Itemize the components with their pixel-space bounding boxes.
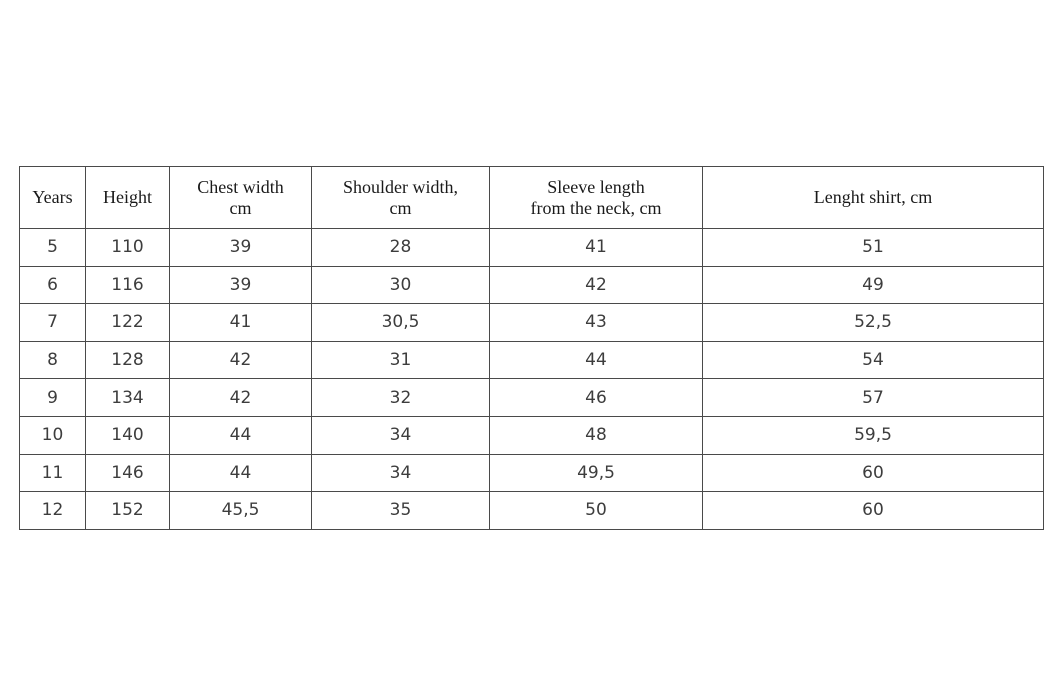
- cell-shirt-length: 60: [703, 492, 1044, 530]
- cell-height: 128: [86, 341, 170, 379]
- table-row: [20, 341, 1044, 379]
- cell-height: 146: [86, 454, 170, 492]
- cell-chest-width: 44: [170, 454, 312, 492]
- cell-years: 10: [20, 416, 86, 454]
- cell-shoulder-width: 32: [312, 379, 490, 417]
- cell-shoulder-width: 30: [312, 266, 490, 304]
- table-row: [20, 266, 1044, 304]
- table-row: [20, 416, 1044, 454]
- header-sleeve-length: Sleeve length from the neck, cm: [490, 167, 703, 229]
- cell-shirt-length: 57: [703, 379, 1044, 417]
- cell-years: 5: [20, 229, 86, 267]
- cell-shoulder-width: 34: [312, 416, 490, 454]
- table-row: [20, 492, 1044, 530]
- cell-height: 122: [86, 304, 170, 342]
- cell-sleeve-length: 42: [490, 266, 703, 304]
- cell-chest-width: 44: [170, 416, 312, 454]
- cell-shoulder-width: 31: [312, 341, 490, 379]
- cell-chest-width: 39: [170, 266, 312, 304]
- cell-height: 134: [86, 379, 170, 417]
- cell-sleeve-length: 48: [490, 416, 703, 454]
- cell-chest-width: 39: [170, 229, 312, 267]
- cell-height: 110: [86, 229, 170, 267]
- cell-years: 7: [20, 304, 86, 342]
- cell-shoulder-width: 34: [312, 454, 490, 492]
- cell-sleeve-length: 49,5: [490, 454, 703, 492]
- cell-shoulder-width: 28: [312, 229, 490, 267]
- cell-shoulder-width: 35: [312, 492, 490, 530]
- table-row: [20, 304, 1044, 342]
- cell-shirt-length: 54: [703, 341, 1044, 379]
- cell-height: 116: [86, 266, 170, 304]
- header-row: [20, 167, 1044, 229]
- cell-chest-width: 42: [170, 341, 312, 379]
- cell-sleeve-length: 43: [490, 304, 703, 342]
- cell-shoulder-width: 30,5: [312, 304, 490, 342]
- table-row: [20, 229, 1044, 267]
- cell-shirt-length: 51: [703, 229, 1044, 267]
- cell-sleeve-length: 50: [490, 492, 703, 530]
- cell-chest-width: 41: [170, 304, 312, 342]
- cell-shirt-length: 52,5: [703, 304, 1044, 342]
- header-height: Height: [86, 167, 170, 229]
- cell-years: 12: [20, 492, 86, 530]
- header-shirt-length: Lenght shirt, cm: [703, 167, 1044, 229]
- cell-years: 8: [20, 341, 86, 379]
- cell-years: 9: [20, 379, 86, 417]
- cell-sleeve-length: 41: [490, 229, 703, 267]
- cell-height: 152: [86, 492, 170, 530]
- cell-chest-width: 45,5: [170, 492, 312, 530]
- cell-sleeve-length: 46: [490, 379, 703, 417]
- cell-chest-width: 42: [170, 379, 312, 417]
- cell-shirt-length: 49: [703, 266, 1044, 304]
- header-years: Years: [20, 167, 86, 229]
- cell-height: 140: [86, 416, 170, 454]
- cell-years: 6: [20, 266, 86, 304]
- cell-years: 11: [20, 454, 86, 492]
- cell-shirt-length: 59,5: [703, 416, 1044, 454]
- size-chart-table: [19, 166, 1044, 530]
- table-row: [20, 379, 1044, 417]
- header-chest-width: Chest width cm: [170, 167, 312, 229]
- cell-shirt-length: 60: [703, 454, 1044, 492]
- cell-sleeve-length: 44: [490, 341, 703, 379]
- header-shoulder-width: Shoulder width, cm: [312, 167, 490, 229]
- table-row: [20, 454, 1044, 492]
